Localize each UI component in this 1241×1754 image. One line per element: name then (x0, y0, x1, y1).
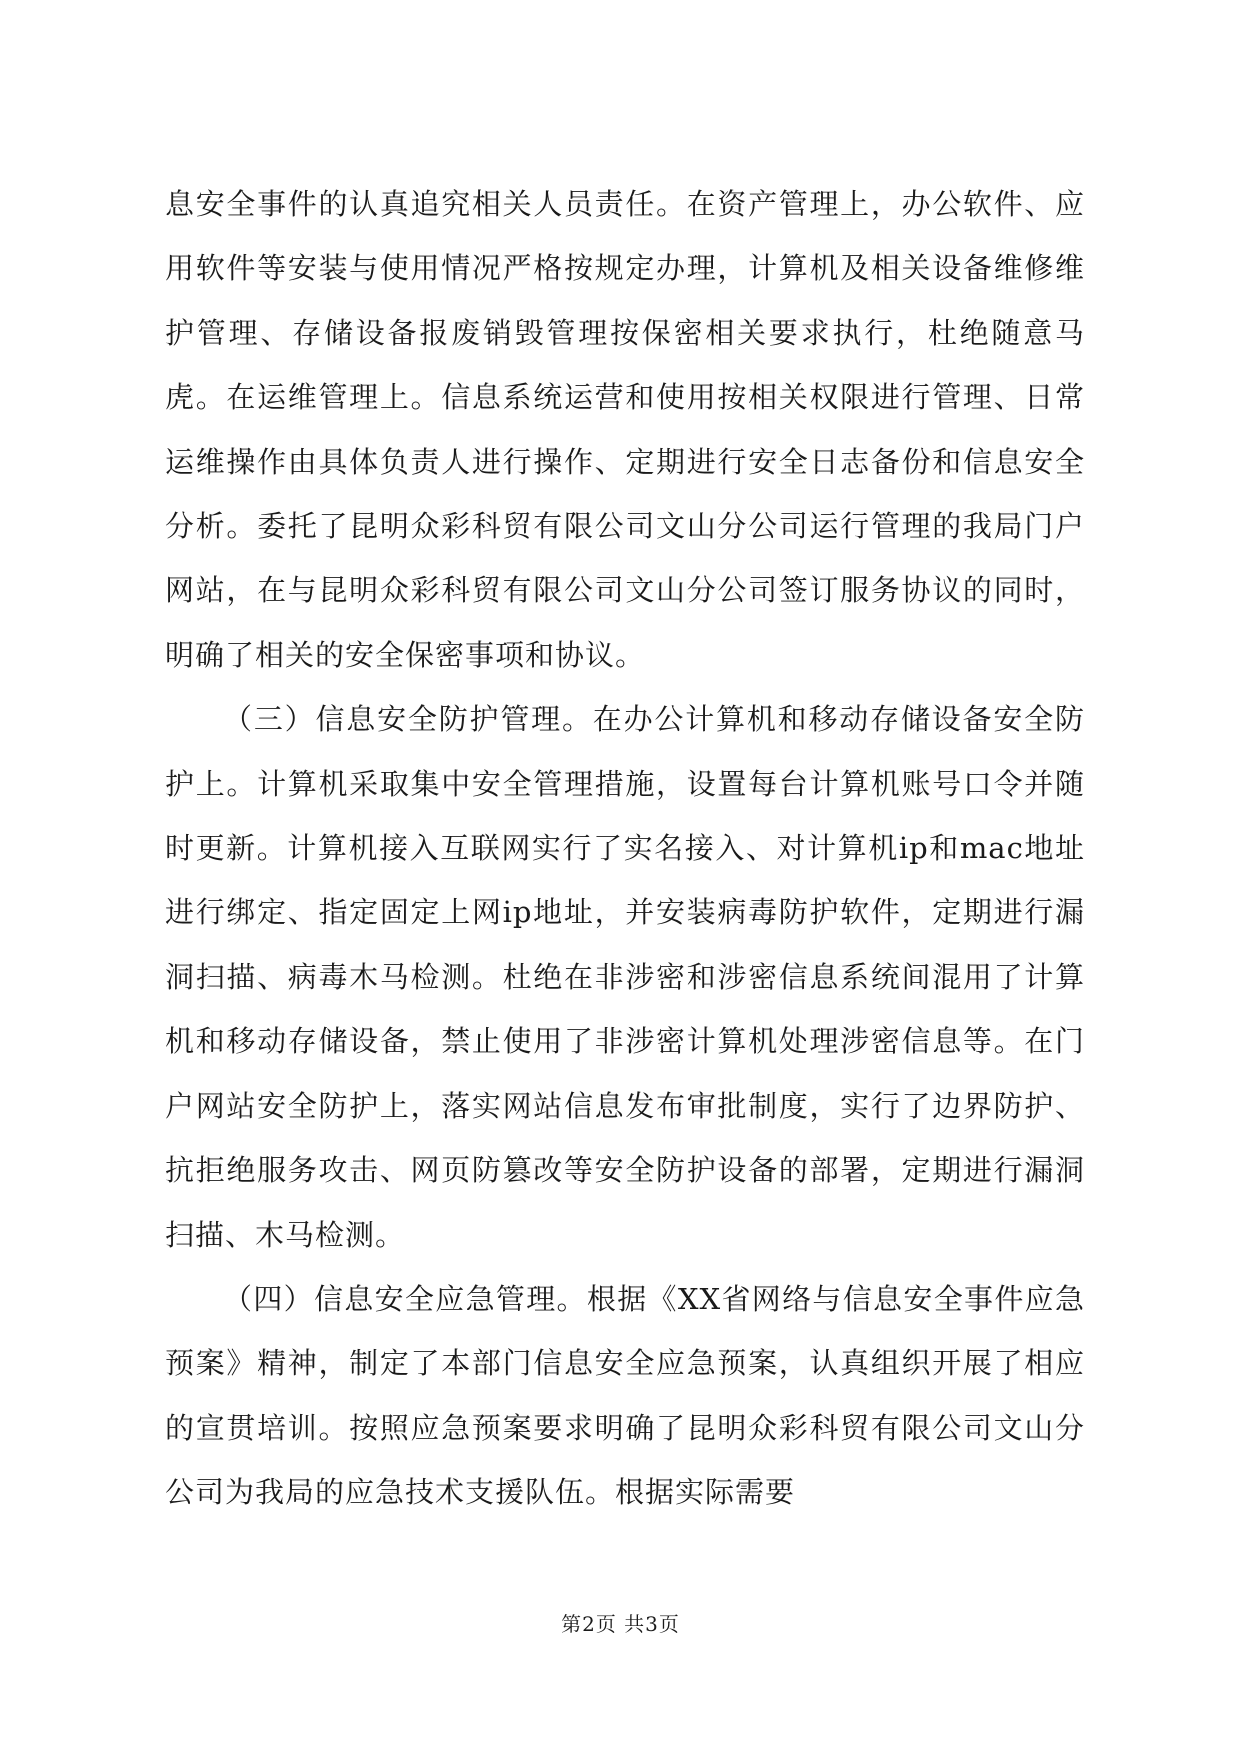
page-number-footer: 第2页 共3页 (561, 1612, 680, 1636)
paragraph-asset-ops-management: 息安全事件的认真追究相关人员责任。在资产管理上，办公软件、应用软件等安装与使用情况严格按规定办理，计算机及相关设备维修维护管理、存储设备报废销毁管理按保密相关要求执行，杜绝随意马虎。在运维管理上。信息系统运营和使用按相关权限进行管理、日常运维操作由具体负责人进行操作、定期进行安全日志备份和信息安全分析。委托了昆明众彩科贸有限公司文山分公司运行管理的我局门户网站，在与昆明众彩科贸有限公司文山分公司签订服务协议的同时，明确了相关的安全保密事项和协议。 (165, 187, 1085, 672)
paragraph-security-protection: （三）信息安全防护管理。在办公计算机和移动存储设备安全防护上。计算机采取集中安全管理措施，设置每台计算机账号口令并随时更新。计算机接入互联网实行了实名接入、对计算机ip和mac地址进行绑定、指定固定上网ip地址，并安装病毒防护软件，定期进行漏洞扫描、病毒木马检测。杜绝在非涉密和涉密信息系统间混用了计算机和移动存储设备，禁止使用了非涉密计算机处理涉密信息等。在门户网站安全防护上，落实网站信息发布审批制度，实行了边界防护、抗拒绝服务攻击、网页防篡改等安全防护设备的部署，定期进行漏洞扫描、木马检测。 (165, 702, 1085, 1252)
document-body (165, 172, 1085, 1525)
paragraph-emergency-management: （四）信息安全应急管理。根据《XX省网络与信息安全事件应急预案》精神，制定了本部门信息安全应急预案，认真组织开展了相应的宣贯培训。按照应急预案要求明确了昆明众彩科贸有限公司文山分公司为我局的应急技术支援队伍。根据实际需要 (165, 1281, 1085, 1510)
